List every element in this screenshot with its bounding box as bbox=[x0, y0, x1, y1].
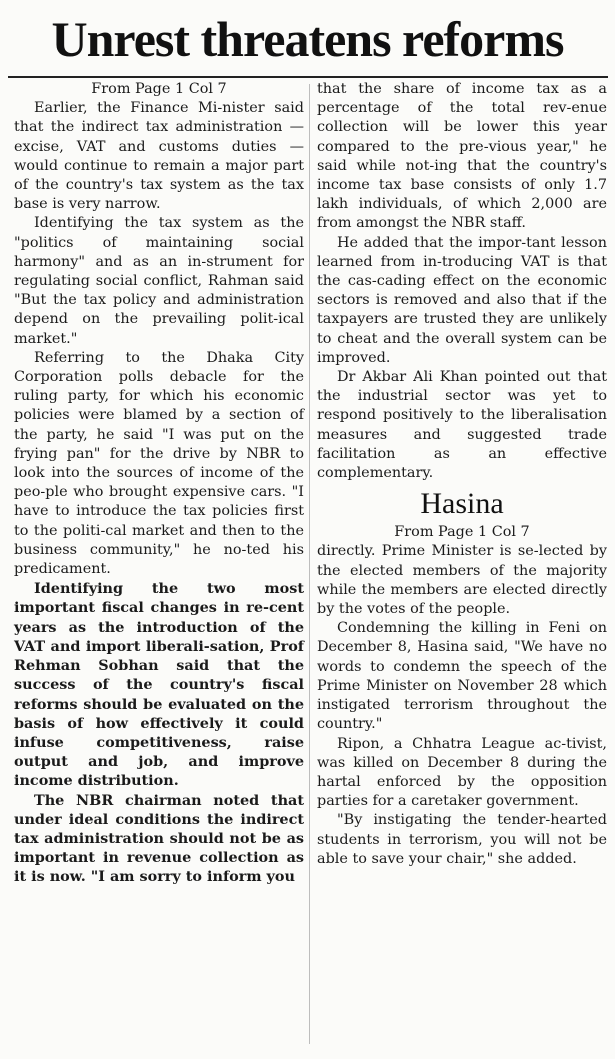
paragraph: Ripon, a Chhatra League ac-tivist, was killed on December 8 during the hartal enforced by the opposition parties for a caretaker government. bbox=[317, 735, 607, 810]
column-divider bbox=[309, 84, 310, 1044]
right-column bbox=[317, 80, 607, 869]
headline: Unrest threatens reforms bbox=[51, 11, 564, 67]
second-jump-line: From Page 1 Col 7 bbox=[394, 524, 530, 541]
paragraph: Earlier, the Finance Mi-nister said that the indirect tax administration — excise, VAT and customs duties — would continue to remain a major part of the country's tax system as the tax base is very narrow. bbox=[14, 100, 304, 213]
paragraph: Identifying the tax system as the "politics of maintaining social harmony" and as an in-strument for regulating social conflict, Rahman said "But the tax policy and administration depend on the prevailing polit-ical market." bbox=[14, 215, 304, 347]
paragraph: He added that the impor-tant lesson learned from in-troducing VAT is that the cas-cading effect on the economic sectors is removed and also that if the taxpayers are trusted they are unlikely to cheat and the overall system can be improved. bbox=[317, 234, 607, 366]
paragraph: Referring to the Dhaka City Corporation polls debacle for the ruling party, for which his economic policies were blamed by a section of the party, he said "I was put on the frying pan" for the drive by NBR to look into the sources of income of the peo-ple who brought expensive cars. "I have to introduce the tax policies first to the politi-cal market and then to the business community," he no-ted his predicament. bbox=[14, 349, 304, 578]
headline-rule bbox=[8, 76, 608, 78]
left-column bbox=[14, 80, 304, 887]
paragraph: directly. Prime Minister is se-lected by the elected members of the majority while the members are elected directly by the votes of the people. bbox=[317, 543, 607, 618]
jump-line: From Page 1 Col 7 bbox=[91, 81, 227, 97]
paragraph: Dr Akbar Ali Khan pointed out that the industrial sector was yet to respond positively to the liberalisation measures and suggested trade facilitation as an effective complementary. bbox=[317, 369, 607, 482]
paragraph: that the share of income tax as a percentage of the total rev-enue collection will be lower this year compared to the pre-vious year," he said while not-ing that the country's income tax base consists of only 1.7 lakh individuals, of which 2,000 are from amongst the NBR staff. bbox=[317, 81, 607, 232]
paragraph: The NBR chairman noted that under ideal conditions the indirect tax administration should not be as important in revenue collection as it is now. "I am sorry to inform you bbox=[14, 791, 304, 886]
second-headline: Hasina bbox=[420, 487, 504, 521]
paragraph: "By instigating the tender-hearted students in terrorism, you will not be able to save your chair," she added. bbox=[317, 812, 607, 867]
paragraph: Identifying the two most important fiscal changes in re-cent years as the introduction of the VAT and import liberali-sation, Prof Rehman Sobhan said that the success of the country's fiscal reforms should be evaluated on the basis of how effectively it could infuse competitiveness, raise output and job, and improve income distribution. bbox=[14, 580, 304, 790]
paragraph: Condemning the killing in Feni on December 8, Hasina said, "We have no words to condemn the speech of the Prime Minister on November 28 which instigated terrorism throughout the country." bbox=[317, 620, 607, 733]
